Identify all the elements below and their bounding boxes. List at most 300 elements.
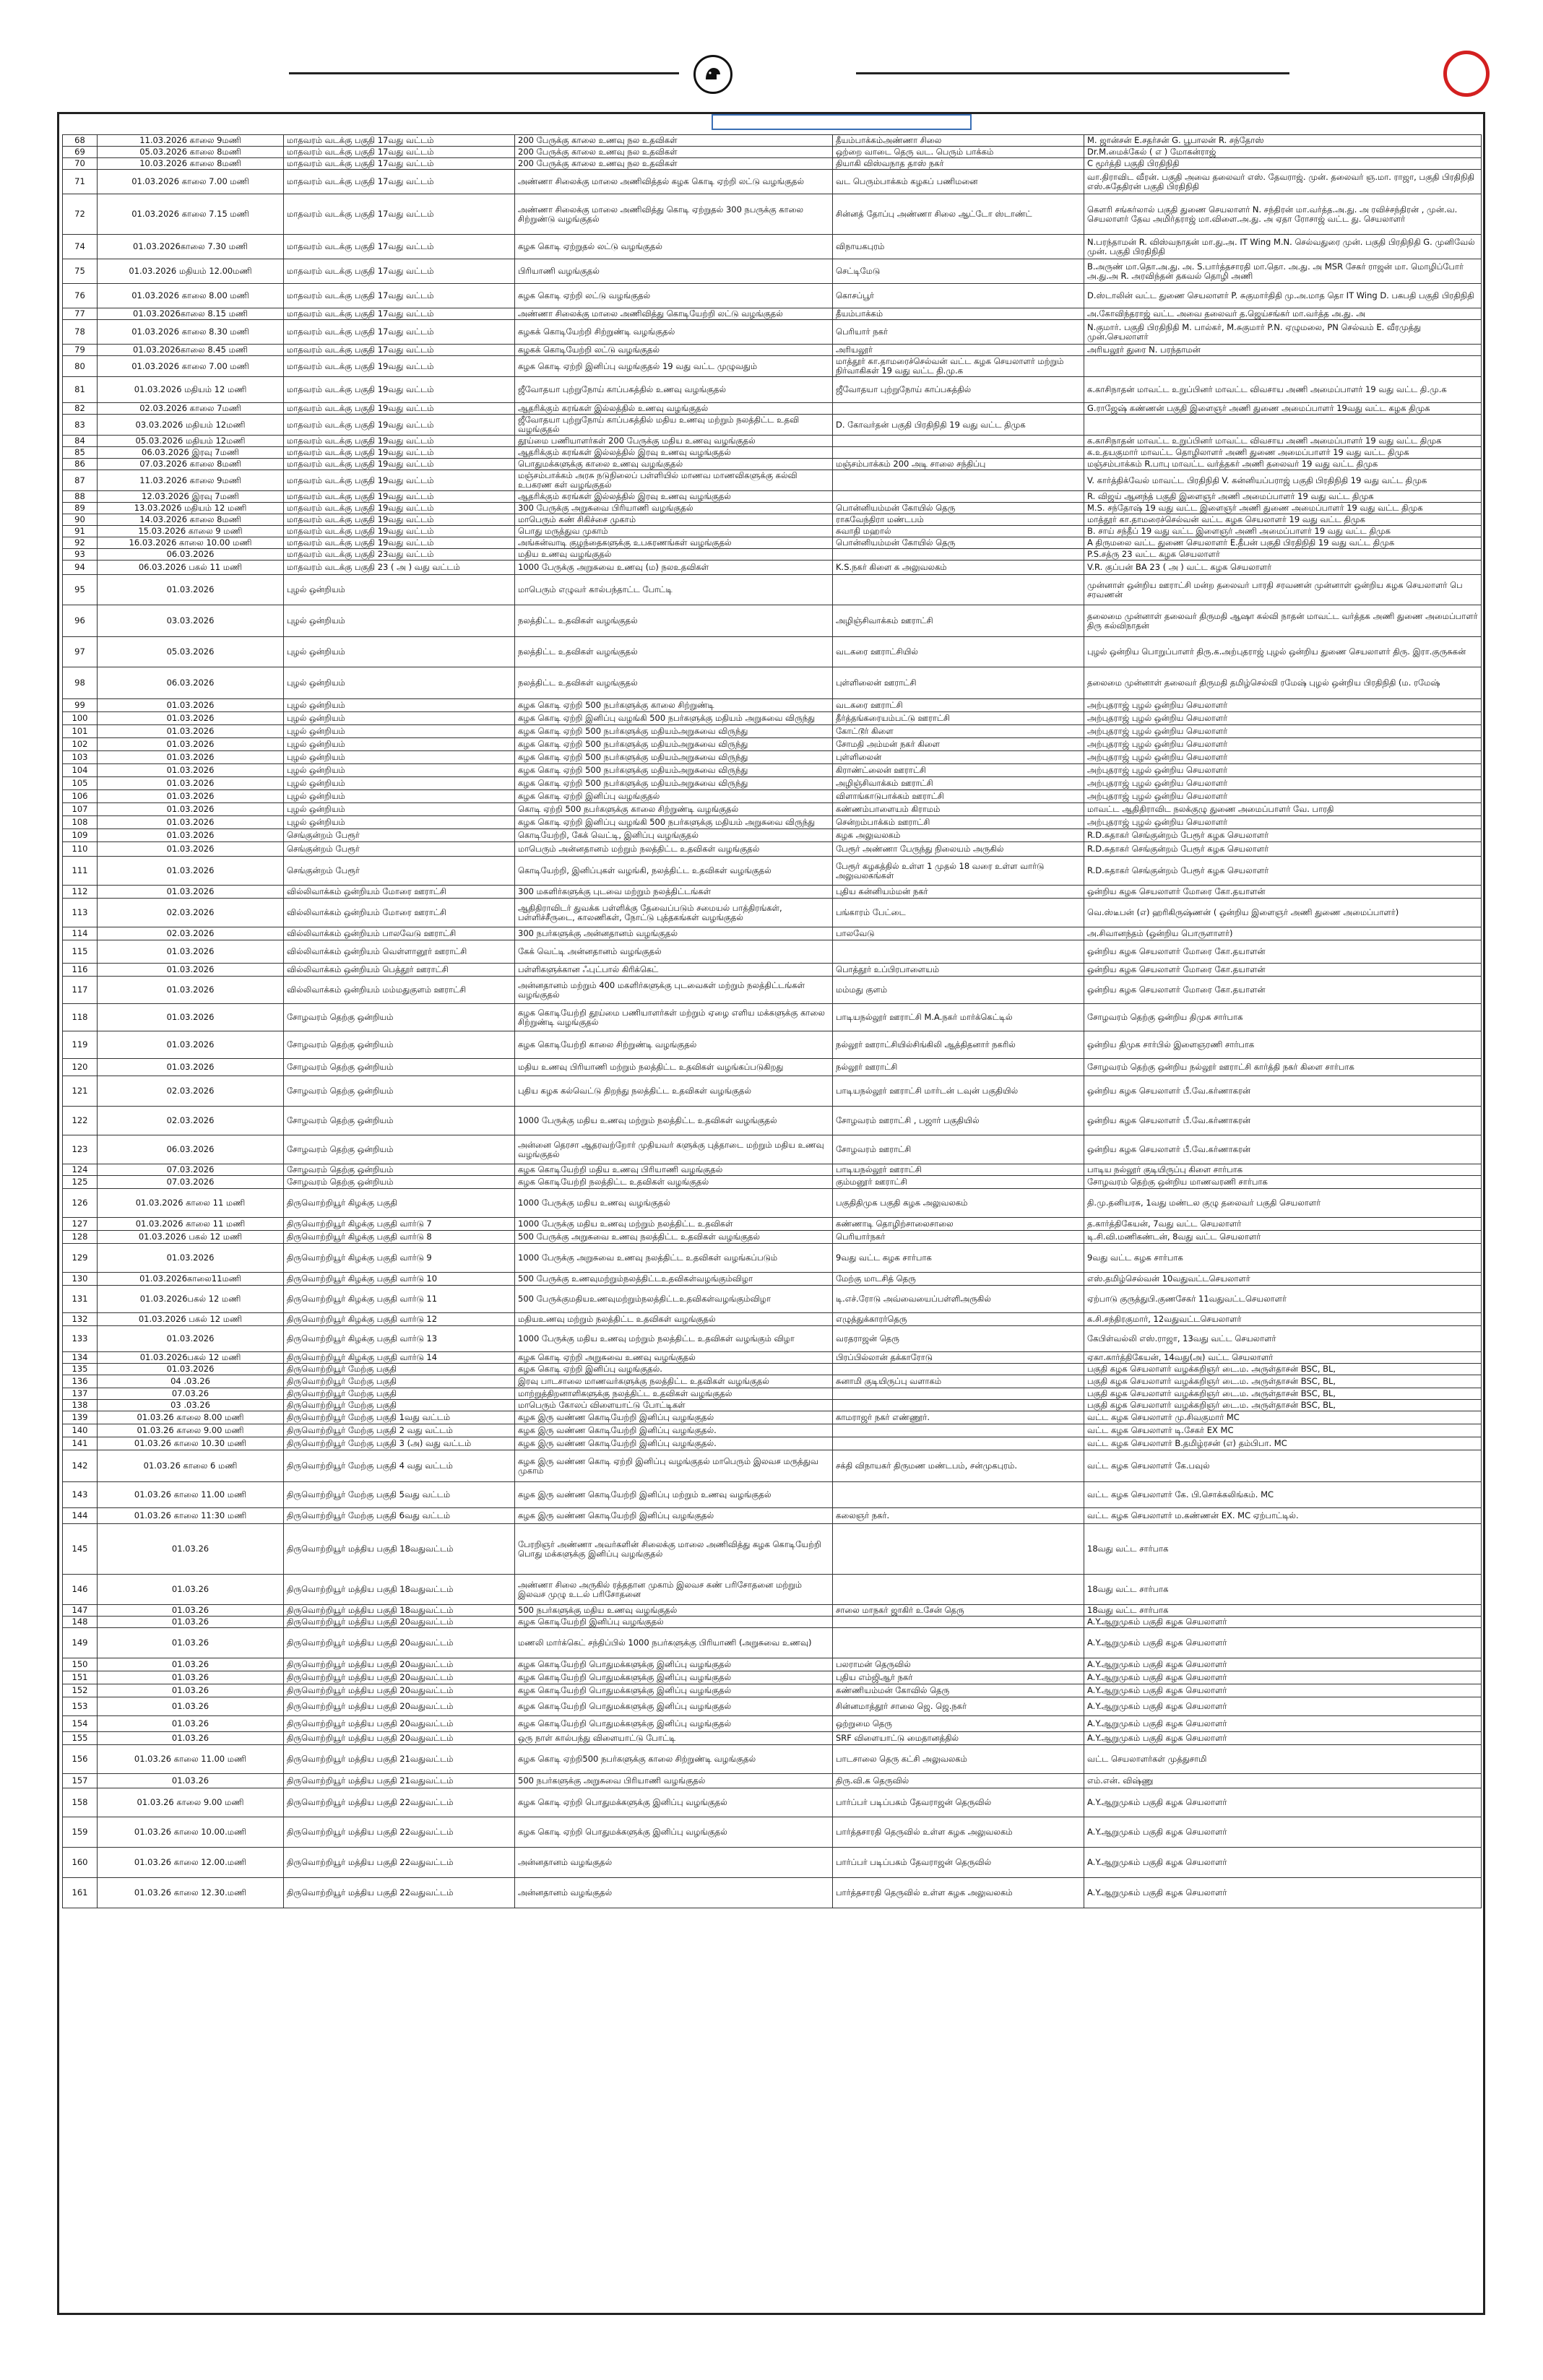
table-row — [63, 764, 1482, 777]
table-row — [63, 1059, 1482, 1076]
event-area: திருவொற்றியூர் கிழக்கு பகுதி வார்டு 13 — [284, 1326, 515, 1352]
row-number: 147 — [63, 1605, 98, 1617]
event-venue: டி.எச்.ரோடு அவ்வையைப்பள்ளிஅருகில் — [833, 1286, 1084, 1313]
event-area: புழல் ஒன்றியம் — [284, 699, 515, 712]
event-organizer: தி.மு.தனியரசு, 1வது மண்டல குழு தலைவர் பகுதி செயலாளர் — [1084, 1189, 1482, 1218]
event-date: 16.03.2026 காலை 10.00 மணி — [98, 537, 284, 549]
event-organizer: V. கார்த்திக்வேல் மாவட்ட பிரதிநிதி V. கன்னியப்பராஜ் பகுதி பிரதிநிதி 19 வது வட்ட திமுக — [1084, 470, 1482, 491]
row-number: 120 — [63, 1059, 98, 1076]
event-area: மாதவரம் வடக்கு பகுதி 17வது வட்டம் — [284, 345, 515, 356]
event-area: திருவொற்றியூர் மேற்கு பகுதி 5வது வட்டம் — [284, 1482, 515, 1508]
table-row — [63, 857, 1482, 886]
event-organizer — [1084, 415, 1482, 436]
event-date: 01.03.26 — [98, 1716, 284, 1732]
event-date: 06.03.2026 இரவு 7மணி — [98, 447, 284, 459]
row-number: 150 — [63, 1658, 98, 1671]
event-venue: கிராண்ட்லைன் ஊராட்சி — [833, 764, 1084, 777]
event-organizer: க.உதயகுமார் மாவட்ட தொழிலாளர் அணி துணை அமைப்பாளர் 19 வது வட்ட திமுக — [1084, 447, 1482, 459]
table-row — [63, 447, 1482, 459]
table-row — [63, 899, 1482, 927]
table-row — [63, 403, 1482, 415]
table-row — [63, 1745, 1482, 1774]
event-date: 02.03.2026 — [98, 927, 284, 940]
event-organizer: R.D.சுதாகர் செங்குன்றம் பேரூர் கழக செயலாளர் — [1084, 857, 1482, 886]
row-number: 101 — [63, 725, 98, 738]
event-venue: செட்டிமேடு — [833, 259, 1084, 284]
row-number: 127 — [63, 1218, 98, 1231]
event-activity: கழக கொடி ஏற்றி அறுசுவை உணவு வழங்குதல் — [515, 1352, 833, 1364]
event-activity: அன்னை தெரசா ஆதரவற்றோர் முதியவர் களுக்கு புத்தாடை மற்றும் மதிய உணவு வழங்குதல் — [515, 1135, 833, 1164]
event-area: திருவொற்றியூர் கிழக்கு பகுதி வார்டு 7 — [284, 1218, 515, 1231]
event-organizer: A திருமலை வட்ட துணை செயலாளர் E.தீபன் பகுதி பிரதிநிதி 19 வது வட்ட திமுக — [1084, 537, 1482, 549]
row-number: 68 — [63, 135, 98, 147]
row-number: 159 — [63, 1817, 98, 1848]
event-date: 06.03.2026 — [98, 1135, 284, 1164]
event-date: 01.03.26 — [98, 1628, 284, 1658]
table-row — [63, 1878, 1482, 1908]
event-activity: அண்ணா சிலைக்கு மாலை அணிவித்தல் கழக கொடி ஏற்றி லட்டு வழங்குதல் — [515, 170, 833, 194]
event-organizer: ஒன்றிய கழக செயலாளர் மோரை கோ.தயாளன் — [1084, 886, 1482, 899]
table-row — [63, 1107, 1482, 1135]
event-organizer: வட்ட கழக செயலாளர் டி.சேகர் EX MC — [1084, 1424, 1482, 1437]
event-venue: பிரப்பில்லான் தக்காரோடு — [833, 1352, 1084, 1364]
event-activity: 200 பேருக்கு காலை உணவு நல உதவிகள் — [515, 158, 833, 170]
event-activity: கழக கொடி ஏற்றுதல் லட்டு வழங்குதல் — [515, 235, 833, 259]
event-activity: 1000 பேருக்கு மதிய உணவு வழங்குதல் — [515, 1189, 833, 1218]
row-number: 145 — [63, 1524, 98, 1575]
event-activity: அண்ணா சிலை அருகில் ரத்ததான முகாம் இலவச கண் பரிசோதனை மற்றும் இலவச முழு உடல் பரிசோதனை — [515, 1575, 833, 1605]
event-date: 02.03.2026 — [98, 1076, 284, 1107]
caption-bar — [712, 114, 972, 130]
row-number: 104 — [63, 764, 98, 777]
row-number: 89 — [63, 503, 98, 514]
event-venue: கோட்டூர் கிளை — [833, 725, 1084, 738]
event-organizer: அற்புதராஜ் புழல் ஒன்றிய செயலாளர் — [1084, 751, 1482, 764]
event-date: 01.03.2026 — [98, 764, 284, 777]
event-organizer: சோழவரம் தெற்கு ஒன்றிய திமுக சார்பாக — [1084, 1004, 1482, 1031]
row-number: 113 — [63, 899, 98, 927]
event-date: 01.03.2026 — [98, 575, 284, 605]
event-date: 01.03.2026பகல் 12 மணி — [98, 1286, 284, 1313]
event-activity: ஜீவோதயா புற்றுநோய் காப்பகத்தில் மதிய உணவு மற்றும் நலத்திட்ட உதவி வழங்குதல் — [515, 415, 833, 436]
table-row — [63, 842, 1482, 857]
event-organizer: A.Y.ஆறுமுகம் பகுதி கழக செயலாளர் — [1084, 1716, 1482, 1732]
event-organizer: 9வது வட்ட கழக சார்பாக — [1084, 1244, 1482, 1273]
event-date: 01.03.2026 — [98, 857, 284, 886]
event-activity: அங்கன்வாடி குழந்தைகளுக்கு உபகரணங்கள் வழங்குதல் — [515, 537, 833, 549]
event-area: புழல் ஒன்றியம் — [284, 605, 515, 637]
event-date: 06.03.2026 — [98, 549, 284, 561]
table-row — [63, 1628, 1482, 1658]
table-row — [63, 816, 1482, 829]
event-area: திருவொற்றியூர் மேற்கு பகுதி 1வது வட்டம் — [284, 1411, 515, 1424]
row-number: 141 — [63, 1437, 98, 1450]
event-organizer: 18வது வட்ட சார்பாக — [1084, 1575, 1482, 1605]
event-venue: சின்னத் தோப்பு அண்ணா சிலை ஆட்டோ ஸ்டாண்ட் — [833, 194, 1084, 235]
event-organizer: N.பரந்தாமன் R. விஸ்வநாதன் மா.து.அ. IT Wing M.N. செல்வதுரை முன். பகுதி பிரதிநிதி G. முனிவேல் முன். பகுதி பிரதிநிதி — [1084, 235, 1482, 259]
event-venue — [833, 1575, 1084, 1605]
event-venue: மஞ்சம்பாக்கம் 200 அடி சாலை சந்திப்பு — [833, 459, 1084, 470]
row-number: 69 — [63, 147, 98, 158]
event-area: சோழவரம் தெற்கு ஒன்றியம் — [284, 1164, 515, 1176]
event-activity: மதிய உணவு பிரியாணி மற்றும் நலத்திட்ட உதவிகள் வழங்கப்படுகிறது — [515, 1059, 833, 1076]
event-date: 04 .03.26 — [98, 1375, 284, 1388]
event-date: 01.03.26 — [98, 1732, 284, 1745]
row-number: 158 — [63, 1788, 98, 1817]
event-venue: பார்த்தசாரதி தெருவில் உள்ள கழக அலுவலகம் — [833, 1878, 1084, 1908]
row-number: 135 — [63, 1364, 98, 1375]
table-row — [63, 829, 1482, 842]
row-number: 103 — [63, 751, 98, 764]
table-row — [63, 356, 1482, 377]
event-area: சோழவரம் தெற்கு ஒன்றியம் — [284, 1076, 515, 1107]
event-venue: கலைஞர் நகர். — [833, 1508, 1084, 1524]
row-number: 152 — [63, 1684, 98, 1697]
event-organizer: வட்ட கழக செயலாளர் கே. பி.சொக்கலிங்கம். MC — [1084, 1482, 1482, 1508]
event-venue: பெரியார்நகர் — [833, 1231, 1084, 1244]
row-number: 133 — [63, 1326, 98, 1352]
row-number: 118 — [63, 1004, 98, 1031]
event-date: 01.03.26 காலை 12.30.மணி — [98, 1878, 284, 1908]
event-activity: கேக் வெட்டி அன்னதானம் வழங்குதல் — [515, 940, 833, 964]
row-number: 149 — [63, 1628, 98, 1658]
event-date: 05.03.2026 — [98, 637, 284, 667]
row-number: 112 — [63, 886, 98, 899]
table-row — [63, 1400, 1482, 1411]
event-activity: அன்னதானம் வழங்குதல் — [515, 1848, 833, 1878]
event-date: 01.03.26 — [98, 1524, 284, 1575]
event-activity: கழக கொடி ஏற்றி 500 நபர்களுக்கு மதியம்அறுசுவை விருந்து — [515, 751, 833, 764]
table-row — [63, 1375, 1482, 1388]
row-number: 121 — [63, 1076, 98, 1107]
table-row — [63, 1716, 1482, 1732]
row-number: 92 — [63, 537, 98, 549]
event-date: 07.03.2026 காலை 8மணி — [98, 459, 284, 470]
event-area: திருவொற்றியூர் கிழக்கு பகுதி வார்டு 8 — [284, 1231, 515, 1244]
table-row — [63, 1031, 1482, 1059]
row-number: 116 — [63, 964, 98, 977]
event-venue: கழக அலுவலகம் — [833, 829, 1084, 842]
event-venue — [833, 1524, 1084, 1575]
event-organizer: A.Y.ஆறுமுகம் பகுதி கழக செயலாளர் — [1084, 1658, 1482, 1671]
row-number: 88 — [63, 491, 98, 503]
event-activity: பேரறிஞர் அண்ணா அவர்களின் சிலைக்கு மாலை அணிவித்து கழக கொடியேற்றி பொது மக்களுக்கு இனிப்பு வழங்குதல் — [515, 1524, 833, 1575]
event-date: 07.03.26 — [98, 1388, 284, 1400]
event-organizer: தலைமை முன்னாள் தலைவர் திருமதி ஆஷா கல்வி நாதன் மாவட்ட வர்த்தக அணி துணை அமைப்பாளர் திரு கல்விநாதன் — [1084, 605, 1482, 637]
event-date: 01.03.2026 — [98, 842, 284, 857]
event-activity: 1000 பேருக்கு அறுசுவை உணவு நலத்திட்ட உதவிகள் வழங்கப்படும் — [515, 1244, 833, 1273]
row-number: 144 — [63, 1508, 98, 1524]
event-date: 01.03.2026 காலை 11 மணி — [98, 1218, 284, 1231]
table-row — [63, 147, 1482, 158]
event-area: திருவொற்றியூர் மேற்கு பகுதி — [284, 1375, 515, 1388]
event-date: 01.03.2026காலை 8.45 மணி — [98, 345, 284, 356]
event-venue: கண்ணாடி தொழிற்சாலைசாலை — [833, 1218, 1084, 1231]
event-organizer: வட்ட கழக செயலாளர் ம.கண்ணன் EX. MC ஏற்பாட்டில். — [1084, 1508, 1482, 1524]
event-area: திருவொற்றியூர் கிழக்கு பகுதி — [284, 1189, 515, 1218]
event-date: 03.03.2026 — [98, 605, 284, 637]
table-row — [63, 491, 1482, 503]
event-organizer: A.Y.ஆறுமுகம் பகுதி கழக செயலாளர் — [1084, 1788, 1482, 1817]
row-number: 142 — [63, 1450, 98, 1482]
event-activity: கழக இரு வண்ண கொடியேற்றி இனிப்பு வழங்குதல். — [515, 1437, 833, 1450]
event-organizer: ஒன்றிய கழக செயலாளர் மோரை கோ.தயாளன் — [1084, 977, 1482, 1004]
event-venue — [833, 575, 1084, 605]
event-date: 01.03.26 — [98, 1605, 284, 1617]
event-area: செங்குன்றம் பேரூர் — [284, 857, 515, 886]
table-row — [63, 135, 1482, 147]
event-date: 01.03.2026 மதியம் 12.00மணி — [98, 259, 284, 284]
row-number: 70 — [63, 158, 98, 170]
row-number: 109 — [63, 829, 98, 842]
event-date: 01.03.2026 — [98, 816, 284, 829]
table-row — [63, 1732, 1482, 1745]
event-activity: மஞ்சம்பாக்கம் அரசு நடுநிலைப் பள்ளியில் மாணவ மாணவிகளுக்கு கல்வி உபகரண கள் வழங்குதல் — [515, 470, 833, 491]
event-venue: பகுதிதிமுக பகுதி கழக அலுவலகம் — [833, 1189, 1084, 1218]
event-venue: பாலவேடு — [833, 927, 1084, 940]
table-row — [63, 738, 1482, 751]
event-venue: வடகரை ஊராட்சியில் — [833, 637, 1084, 667]
event-venue: பார்ப்பர் படிப்பகம் தேவராஜன் தெருவில் — [833, 1788, 1084, 1817]
event-date: 01.03.2026 — [98, 738, 284, 751]
event-organizer: பாடிய நல்லூர் குடியிருப்பு கிளை சார்பாக — [1084, 1164, 1482, 1176]
event-date: 14.03.2026 காலை 8மணி — [98, 514, 284, 526]
event-venue: பெரியார் நகர் — [833, 320, 1084, 345]
event-venue: திரு.வி.க தெருவில் — [833, 1774, 1084, 1788]
event-date: 02.03.2026 — [98, 1107, 284, 1135]
table-row — [63, 667, 1482, 699]
event-venue: கொசப்பூர் — [833, 284, 1084, 308]
table-row — [63, 415, 1482, 436]
event-activity: ஜீவோதயா புற்றுநோய் காப்பகத்தில் உணவு வழங்குதல் — [515, 377, 833, 403]
event-activity: கழக கொடி ஏற்றி இனிப்பு வழங்குதல் — [515, 790, 833, 803]
row-number: 72 — [63, 194, 98, 235]
row-number: 148 — [63, 1617, 98, 1628]
event-organizer: அற்புதராஜ் புழல் ஒன்றிய செயலாளர் — [1084, 725, 1482, 738]
event-area: வில்லிவாக்கம் ஒன்றியம் மோரை ஊராட்சி — [284, 886, 515, 899]
event-organizer: க.சி.சந்திரகுமார், 12வதுவட்டசெயலாளர் — [1084, 1313, 1482, 1326]
table-row — [63, 886, 1482, 899]
event-activity: மாபெரும் கண் சிகிச்சை முகாம் — [515, 514, 833, 526]
event-venue: பார்த்தசாரதி தெருவில் உள்ள கழக அலுவலகம் — [833, 1817, 1084, 1848]
event-date: 01.03.26 — [98, 1575, 284, 1605]
event-activity: கழக கொடி ஏற்றி 500 நபர்களுக்கு மதியம்அறுசுவை விருந்து — [515, 725, 833, 738]
row-number: 106 — [63, 790, 98, 803]
event-date: 01.03.2026 — [98, 940, 284, 964]
row-number: 153 — [63, 1697, 98, 1716]
event-area: புழல் ஒன்றியம் — [284, 790, 515, 803]
event-area: மாதவரம் வடக்கு பகுதி 23 ( அ ) வது வட்டம் — [284, 561, 515, 575]
row-number: 134 — [63, 1352, 98, 1364]
event-date: 01.03.2026 — [98, 1244, 284, 1273]
event-date: 02.03.2026 — [98, 899, 284, 927]
event-area: சோழவரம் தெற்கு ஒன்றியம் — [284, 1135, 515, 1164]
event-date: 01.03.2026 பகல் 12 மணி — [98, 1313, 284, 1326]
event-area: திருவொற்றியூர் மத்திய பகுதி 20வதுவட்டம் — [284, 1732, 515, 1745]
event-venue: ஜீவோதயா புற்றுநோய் காப்பகத்தில் — [833, 377, 1084, 403]
event-area: புழல் ஒன்றியம் — [284, 738, 515, 751]
event-date: 01.03.26 காலை 9.00 மணி — [98, 1424, 284, 1437]
event-organizer: P.S.சத்ரு 23 வட்ட கழக செயலாளர் — [1084, 549, 1482, 561]
row-number: 87 — [63, 470, 98, 491]
row-number: 71 — [63, 170, 98, 194]
event-activity: மாபெரும் எழுவர் கால்பந்தாட்ட போட்டி — [515, 575, 833, 605]
row-number: 102 — [63, 738, 98, 751]
table-row — [63, 1450, 1482, 1482]
party-emblem-icon — [693, 55, 732, 94]
event-venue: சாலை மாநகர் ஜாகிர் உசேன் தெரு — [833, 1605, 1084, 1617]
event-organizer: R.D.சுதாகர் செங்குன்றம் பேரூர் கழக செயலாளர் — [1084, 842, 1482, 857]
table-row — [63, 790, 1482, 803]
table-row — [63, 1424, 1482, 1437]
event-organizer: கேபிள்வல்லி எஸ்.ராஜா, 13வது வட்ட செயலாளர் — [1084, 1326, 1482, 1352]
table-row — [63, 1788, 1482, 1817]
event-activity: 500 பேருக்கு உணவுமற்றும்நலத்திட்டஉதவிகள்வழங்கும்விழா — [515, 1273, 833, 1286]
event-organizer: A.Y.ஆறுமுகம் பகுதி கழக செயலாளர் — [1084, 1684, 1482, 1697]
event-area: திருவொற்றியூர் மத்திய பகுதி 21வதுவட்டம் — [284, 1745, 515, 1774]
row-number: 80 — [63, 356, 98, 377]
row-number: 91 — [63, 526, 98, 537]
row-number: 138 — [63, 1400, 98, 1411]
event-date: 01.03.2026 பகல் 12 மணி — [98, 1231, 284, 1244]
event-date: 07.03.2026 — [98, 1176, 284, 1189]
event-organizer: அற்புதராஜ் புழல் ஒன்றிய செயலாளர் — [1084, 764, 1482, 777]
event-venue: மேற்கு மாடசித் தெரு — [833, 1273, 1084, 1286]
event-activity: கழக கொடி ஏற்றி இனிப்பு வழங்கி 500 நபர்களுக்கு மதியம் அறுசுவை விருந்து — [515, 816, 833, 829]
row-number: 78 — [63, 320, 98, 345]
event-activity: 500 நபர்களுக்கு மதிய உணவு வழங்குதல் — [515, 1605, 833, 1617]
event-venue: கண்ணியம்மன் கோவில் தெரு — [833, 1684, 1084, 1697]
event-organizer: B. சாய் சந்தீப் 19 வது வட்ட இளைஞர் அணி அமைப்பாளர் 19 வது வட்ட திமுக — [1084, 526, 1482, 537]
event-organizer: கௌரி சங்கர்லால் பகுதி துணை செயலாளர் N. சந்திரன் மா.வர்த்த.அ.து. அ ரவிச்சந்திரன் , முன்.வ. செயலாளர் தேவ அமிர்தராஜ் மா.விளை.அ.து. அ ஏதா ரோசாஜ் வட்ட து. செயலாளர் — [1084, 194, 1482, 235]
event-activity: 500 பேருக்கு அறுசுவை உணவு நலத்திட்ட உதவிகள் வழங்குதல் — [515, 1231, 833, 1244]
row-number: 75 — [63, 259, 98, 284]
event-activity: அண்ணா சிலைக்கு மாலை அணிவித்து கொடியேற்றி லட்டு வழங்குதல் — [515, 308, 833, 320]
event-organizer: அ.சிவானந்தம் (ஒன்றிய பொருளாளர்) — [1084, 927, 1482, 940]
event-activity: கழக கொடி ஏற்றி லட்டு வழங்குதல் — [515, 284, 833, 308]
event-date: 10.03.2026 காலை 8மணி — [98, 158, 284, 170]
events-table — [62, 134, 1482, 1908]
table-row — [63, 699, 1482, 712]
event-date: 01.03.26 காலை 10.30 மணி — [98, 1437, 284, 1450]
event-activity: நலத்திட்ட உதவிகள் வழங்குதல் — [515, 637, 833, 667]
event-venue: புதிய கன்னியம்மன் நகர் — [833, 886, 1084, 899]
event-organizer: சோழவரம் தெற்கு ஒன்றிய நல்லூர் ஊராட்சி கார்த்தி நகர் கிளை சார்பாக — [1084, 1059, 1482, 1076]
event-activity: கழக கொடி ஏற்றி 500 நபர்களுக்கு காலை சிற்றுண்டி — [515, 699, 833, 712]
event-organizer: அற்புதராஜ் புழல் ஒன்றிய செயலாளர் — [1084, 699, 1482, 712]
event-date: 01.03.26 காலை 6 மணி — [98, 1450, 284, 1482]
event-date: 01.03.2026 — [98, 1364, 284, 1375]
event-date: 01.03.2026 — [98, 964, 284, 977]
event-organizer: A.Y.ஆறுமுகம் பகுதி கழக செயலாளர் — [1084, 1628, 1482, 1658]
row-number: 82 — [63, 403, 98, 415]
event-area: வில்லிவாக்கம் ஒன்றியம் பாலவேடு ஊராட்சி — [284, 927, 515, 940]
event-area: திருவொற்றியூர் மத்திய பகுதி 20வதுவட்டம் — [284, 1628, 515, 1658]
table-row — [63, 1437, 1482, 1450]
event-organizer: த.கார்த்திகேயன், 7வது வட்ட செயலாளர் — [1084, 1218, 1482, 1231]
event-venue: பேரூர் அண்ணா பேருந்து நிலையம் அருகில் — [833, 842, 1084, 857]
row-number: 85 — [63, 447, 98, 459]
event-date: 05.03.2026 காலை 8மணி — [98, 147, 284, 158]
event-activity: கழக கொடியேற்றி பொதுமக்களுக்கு இனிப்பு வழங்குதல் — [515, 1684, 833, 1697]
event-activity: ஆதரிக்கும் கரங்கள் இல்லத்தில் இரவு உணவு வழங்குதல் — [515, 491, 833, 503]
row-number: 139 — [63, 1411, 98, 1424]
row-number: 111 — [63, 857, 98, 886]
table-row — [63, 1273, 1482, 1286]
event-activity: கழக கொடி ஏற்றி இனிப்பு வழங்கி 500 நபர்களுக்கு மதியம் அறுசுவை விருந்து — [515, 712, 833, 725]
event-area: மாதவரம் வடக்கு பகுதி 19வது வட்டம் — [284, 356, 515, 377]
event-organizer: ஏற்பாடு குருத்துபி.குணசேகர் 11வதுவட்டசெயலாளர் — [1084, 1286, 1482, 1313]
table-row — [63, 459, 1482, 470]
event-organizer: A.Y.ஆறுமுகம் பகுதி கழக செயலாளர் — [1084, 1617, 1482, 1628]
row-number: 128 — [63, 1231, 98, 1244]
event-activity: மாற்றுத்திறனாளிகளுக்கு நலத்திட்ட உதவிகள் வழங்குதல் — [515, 1388, 833, 1400]
event-area: திருவொற்றியூர் மேற்கு பகுதி — [284, 1388, 515, 1400]
event-venue: தியாகி விஸ்வநாத தாஸ் நகர் — [833, 158, 1084, 170]
row-number: 93 — [63, 549, 98, 561]
event-venue — [833, 1424, 1084, 1437]
event-area: மாதவரம் வடக்கு பகுதி 19வது வட்டம் — [284, 377, 515, 403]
event-date: 01.03.26 — [98, 1658, 284, 1671]
event-organizer: பகுதி கழக செயலாளர் வழக்கறிஞர் டை.ம. அருள்தாசன் BSC, BL, — [1084, 1375, 1482, 1388]
event-date: 03.03.2026 மதியம் 12மணி — [98, 415, 284, 436]
event-area: திருவொற்றியூர் மேற்கு பகுதி — [284, 1400, 515, 1411]
event-organizer: க.காசிநாதன் மாவட்ட உறுப்பினர் மாவட்ட விவசாய அணி அமைப்பாளர் 19 வது வட்ட தி.மு.க — [1084, 377, 1482, 403]
event-venue — [833, 470, 1084, 491]
event-date: 01.03.26 காலை 8.00 மணி — [98, 1411, 284, 1424]
row-number: 100 — [63, 712, 98, 725]
event-venue: பொன்னியம்மன் கோயில் தெரு — [833, 503, 1084, 514]
table-row — [63, 1326, 1482, 1352]
event-date: 05.03.2026 மதியம் 12மணி — [98, 436, 284, 447]
event-venue — [833, 436, 1084, 447]
page-header — [0, 0, 1543, 108]
table-row — [63, 1176, 1482, 1189]
table-row — [63, 1244, 1482, 1273]
event-venue: ஒற்றுமை தெரு — [833, 1716, 1084, 1732]
row-number: 123 — [63, 1135, 98, 1164]
event-organizer: N.குமார். பகுதி பிரதிநிதி M. பால்கர், M.சுகுமார் P.N. ஏழுமலை, PN செல்வம் E. வீரமுத்து முன்.செயலாளர் — [1084, 320, 1482, 345]
event-area: திருவொற்றியூர் மத்திய பகுதி 20வதுவட்டம் — [284, 1716, 515, 1732]
event-date: 11.03.2026 காலை 9மணி — [98, 470, 284, 491]
event-organizer: ஒன்றிய கழக செயலாளர் பீ.வே.கர்ணாகரன் — [1084, 1135, 1482, 1164]
event-venue: பார்ப்பர் படிப்பகம் தேவராஜன் தெருவில் — [833, 1848, 1084, 1878]
event-organizer: அற்புதராஜ் புழல் ஒன்றிய செயலாளர் — [1084, 712, 1482, 725]
table-row — [63, 345, 1482, 356]
event-area: திருவொற்றியூர் மத்திய பகுதி 22வதுவட்டம் — [284, 1848, 515, 1878]
event-activity: கழக இரு வண்ண கொடியேற்றி இனிப்பு மற்றும் உணவு வழங்குதல் — [515, 1482, 833, 1508]
event-area: வில்லிவாக்கம் ஒன்றியம் வெள்ளானூர் ஊராட்சி — [284, 940, 515, 964]
event-activity: கழக கொடியேற்றி பொதுமக்களுக்கு இனிப்பு வழங்குதல் — [515, 1716, 833, 1732]
event-date: 01.03.2026 — [98, 1004, 284, 1031]
event-area: திருவொற்றியூர் மத்திய பகுதி 22வதுவட்டம் — [284, 1878, 515, 1908]
row-number: 136 — [63, 1375, 98, 1388]
event-activity: ஒரு நாள் கால்பந்து விளையாட்டு போட்டி — [515, 1732, 833, 1745]
event-area: திருவொற்றியூர் மேற்கு பகுதி 6வது வட்டம் — [284, 1508, 515, 1524]
event-venue: வரதராஜன் தெரு — [833, 1326, 1084, 1352]
event-venue: புள்ளிலைன் — [833, 751, 1084, 764]
event-activity: 300 மகளிர்களுக்கு புடவை மற்றும் நலத்திட்டங்கள் — [515, 886, 833, 899]
event-activity: 200 பேருக்கு காலை உணவு நல உதவிகள் — [515, 147, 833, 158]
row-number: 77 — [63, 308, 98, 320]
event-venue: எழுத்துக்காரர்தெரு — [833, 1313, 1084, 1326]
event-organizer: A.Y.ஆறுமுகம் பகுதி கழக செயலாளர் — [1084, 1697, 1482, 1716]
event-venue: புதிய எம்ஜிஆர் நகர் — [833, 1671, 1084, 1684]
event-organizer: 18வது வட்ட சார்பாக — [1084, 1605, 1482, 1617]
event-organizer: G.ராஜேஷ் கண்ணன் பகுதி இளைஞர் அணி துணை அமைப்பாளர் 19வது வட்ட கழக திமுக — [1084, 403, 1482, 415]
event-area: திருவொற்றியூர் கிழக்கு பகுதி வார்டு 12 — [284, 1313, 515, 1326]
event-venue: ஒற்றை வாடை தெரு வட. பெரும் பாக்கம் — [833, 147, 1084, 158]
